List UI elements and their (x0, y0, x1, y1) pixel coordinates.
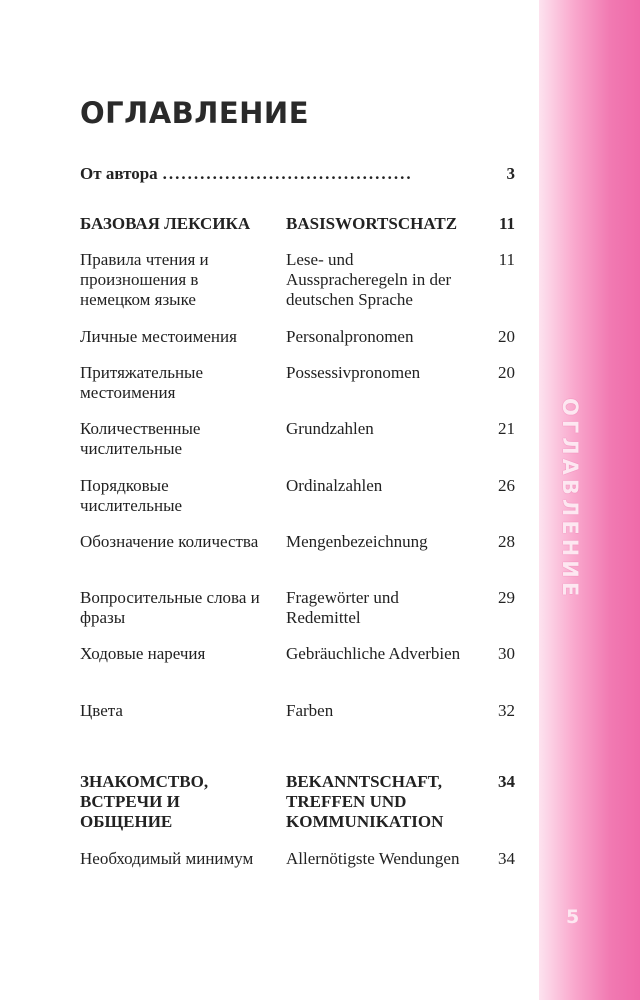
toc-ru-title: Вопросительные слова и фразы (80, 588, 260, 627)
author-page: 3 (506, 164, 515, 183)
toc-page: 29 (498, 588, 515, 607)
toc-de-title: Lese- und Ausspracheregeln in der deutschen Sprache (286, 250, 452, 309)
toc-de-title: Grundzahlen (286, 419, 374, 438)
toc-ru-title: Ходовые наречия (80, 644, 206, 663)
toc-ru-title: Личные местоимения (80, 327, 237, 346)
toc-ru-title: Притяжательные местоимения (80, 363, 204, 402)
toc-de-title: Possessivpronomen (286, 363, 421, 382)
toc-page: 30 (498, 644, 515, 663)
author-label: От автора (80, 164, 158, 183)
toc-page: 21 (498, 419, 515, 438)
toc-de-title: Personalpronomen (286, 327, 414, 346)
toc-page: 11 (498, 250, 515, 269)
toc-ru-title: Правила чтения и произношения в немецком языке (80, 250, 209, 309)
toc-de-title: Mengenbezeichnung (286, 532, 428, 551)
toc-entry-author[interactable] (80, 164, 515, 184)
toc-page: 11 (498, 214, 515, 233)
toc-page: 20 (498, 363, 515, 382)
toc-page: 34 (498, 772, 515, 791)
side-running-title: ОГЛАВЛЕНИЕ (558, 398, 582, 601)
toc-de-title: BEKANNTSCHAFT, TREFFEN UND KOMMUNIKATION (286, 772, 444, 831)
side-band (539, 0, 640, 1000)
toc-ru-title: Порядковые числительные (80, 476, 183, 515)
toc-ru-title: БАЗОВАЯ ЛЕКСИКА (80, 214, 251, 233)
toc-ru-title: Цвета (80, 701, 123, 720)
toc-ru-title: Количественные числительные (80, 419, 201, 458)
toc-de-title: Allernötigste Wendungen (286, 849, 460, 868)
toc-de-title: Ordinalzahlen (286, 476, 383, 495)
toc-de-title: BASISWORTSCHATZ (286, 214, 458, 233)
toc-ru-title: Необходимый минимум (80, 849, 254, 868)
toc-ru-title: ЗНАКОМСТВО, ВСТРЕЧИ И ОБЩЕНИЕ (80, 772, 209, 831)
toc-page: 32 (498, 701, 515, 720)
toc-page: 26 (498, 476, 515, 495)
toc-page: 20 (498, 327, 515, 346)
toc-page: 34 (498, 849, 515, 868)
dot-leader: ........................................ (162, 164, 413, 183)
toc-de-title: Fragewörter und Redemittel (286, 588, 399, 627)
toc-page: 28 (498, 532, 515, 551)
page-number: 5 (566, 906, 580, 928)
toc-de-title: Gebräuchliche Adverbien (286, 644, 461, 663)
page-title: ОГЛАВЛЕНИЕ (80, 96, 310, 130)
toc-ru-title: Обозначение количества (80, 532, 259, 551)
toc-de-title: Farben (286, 701, 334, 720)
